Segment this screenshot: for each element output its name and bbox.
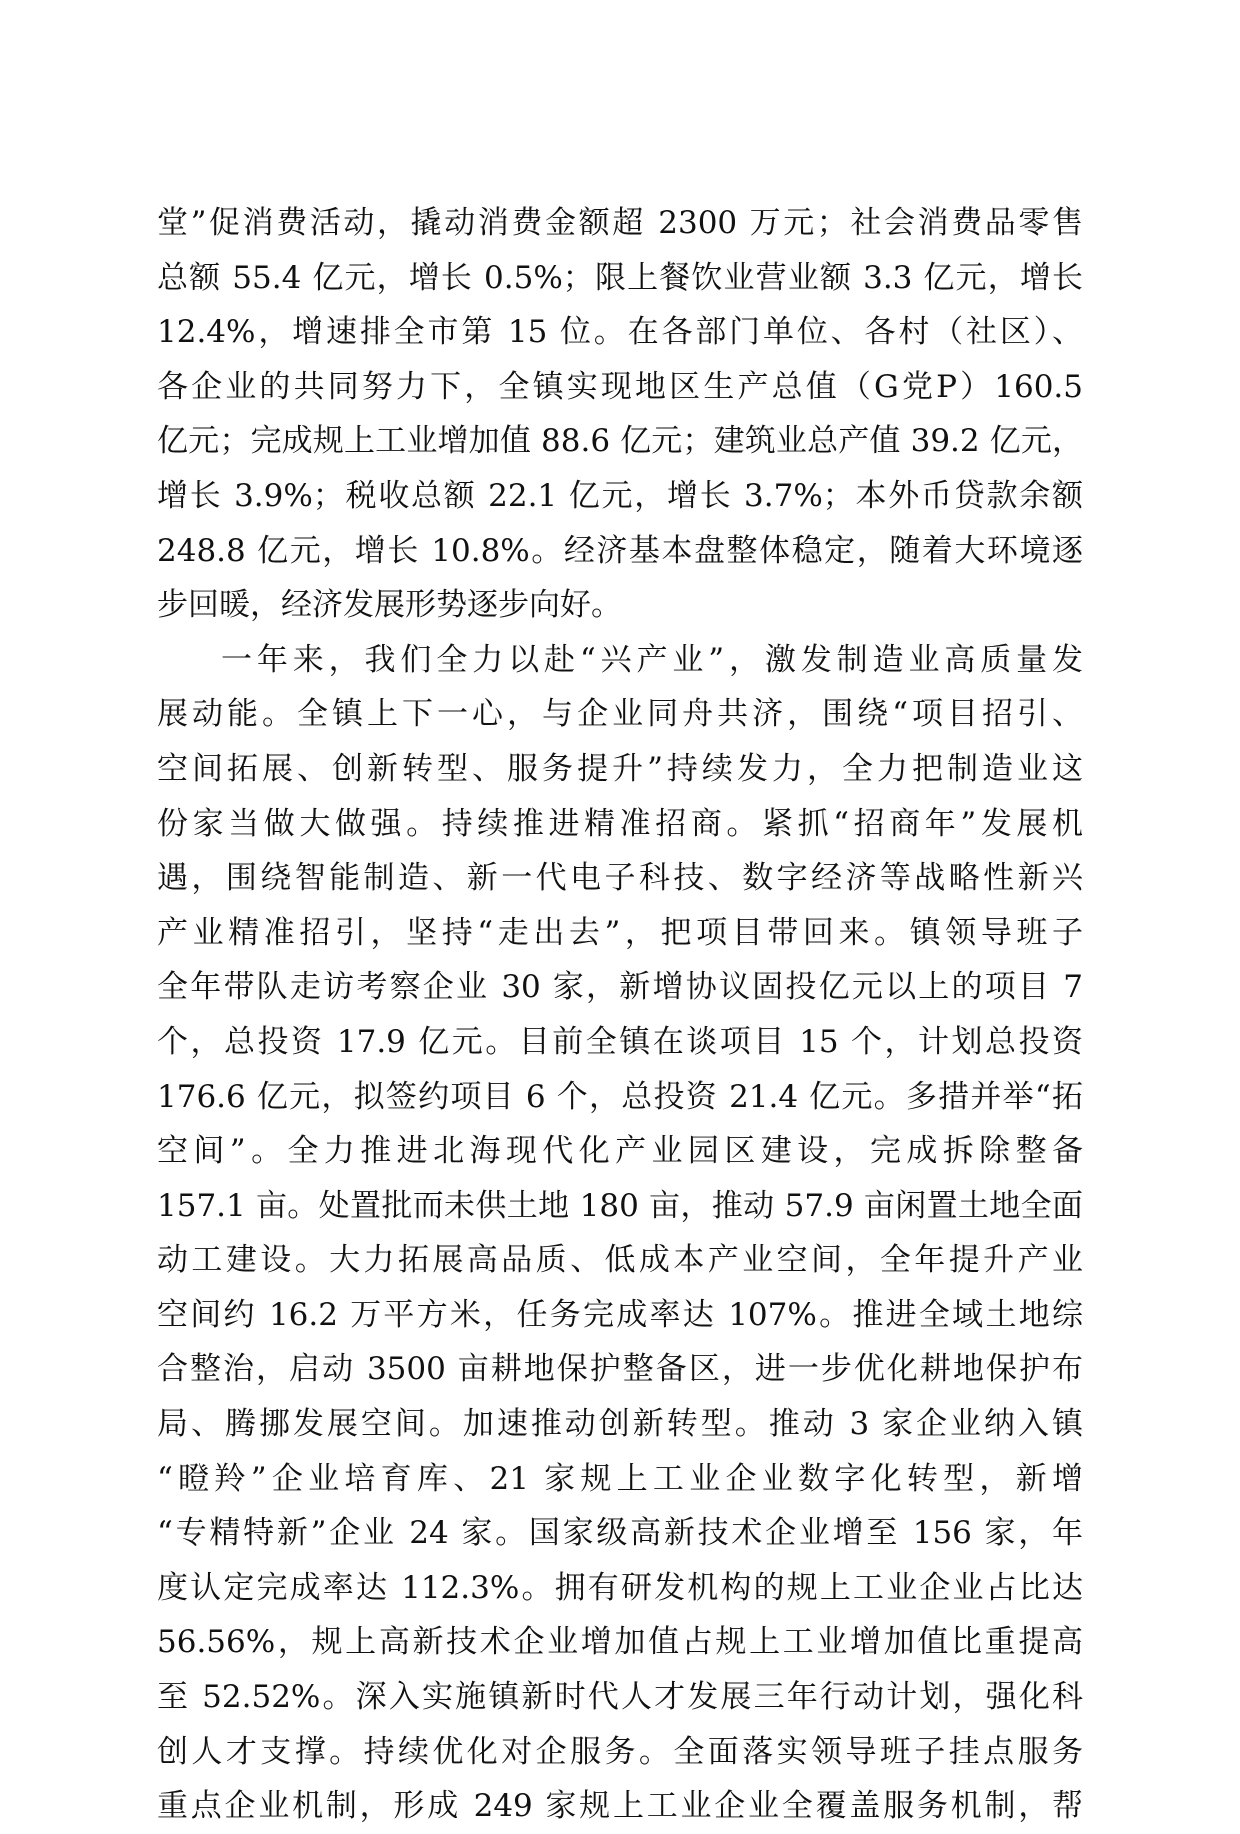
text-line: 堂”促消费活动，撬动消费金额超 2300 万元；社会消费品零售 bbox=[157, 205, 1083, 241]
body-text bbox=[157, 196, 1083, 1834]
text-line: 12.4%，增速排全市第 15 位。在各部门单位、各村（社区）、 bbox=[157, 314, 1083, 351]
text-line: 度认定完成率达 112.3%。拥有研发机构的规上工业企业占比达 bbox=[157, 1569, 1083, 1606]
text-line: 创人才支撑。持续优化对企服务。全面落实领导班子挂点服务 bbox=[157, 1733, 1083, 1770]
text-line: 248.8 亿元，增长 10.8%。经济基本盘整体稳定，随着大环境逐 bbox=[157, 532, 1083, 569]
text-line: 增长 3.9%；税收总额 22.1 亿元，增长 3.7%；本外币贷款余额 bbox=[157, 477, 1083, 514]
text-line: 176.6 亿元，拟签约项目 6 个，总投资 21.4 亿元。多措并举“拓 bbox=[157, 1078, 1083, 1115]
text-line: 步回暖，经济发展形势逐步向好。 bbox=[157, 587, 622, 624]
text-line: 产业精准招引，坚持“走出去”，把项目带回来。镇领导班子 bbox=[157, 914, 1083, 951]
text-line: 展动能。全镇上下一心，与企业同舟共济，围绕“项目招引、 bbox=[157, 696, 1083, 733]
text-line: “专精特新”企业 24 家。国家级高新技术企业增至 156 家，年 bbox=[157, 1515, 1083, 1552]
text-line: “瞪羚”企业培育库、21 家规上工业企业数字化转型，新增 bbox=[157, 1460, 1083, 1497]
text-line: 合整治，启动 3500 亩耕地保护整备区，进一步优化耕地保护布 bbox=[157, 1351, 1083, 1388]
text-line: 份家当做大做强。持续推进精准招商。紧抓“招商年”发展机 bbox=[157, 805, 1083, 842]
text-line: 总额 55.4 亿元，增长 0.5%；限上餐饮业营业额 3.3 亿元，增长 bbox=[157, 259, 1083, 296]
text-line: 至 52.52%。深入实施镇新时代人才发展三年行动计划，强化科 bbox=[157, 1679, 1083, 1716]
text-line: 一年来，我们全力以赴“兴产业”，激发制造业高质量发 bbox=[221, 641, 1083, 678]
text-line: 全年带队走访考察企业 30 家，新增协议固投亿元以上的项目 7 bbox=[157, 969, 1083, 1006]
text-line: 空间约 16.2 万平方米，任务完成率达 107%。推进全域土地综 bbox=[157, 1296, 1083, 1333]
text-line: 空间拓展、创新转型、服务提升”持续发力，全力把制造业这 bbox=[157, 750, 1083, 787]
text-line: 遇，围绕智能制造、新一代电子科技、数字经济等战略性新兴 bbox=[157, 860, 1083, 897]
text-line: 动工建设。大力拓展高品质、低成本产业空间，全年提升产业 bbox=[157, 1242, 1083, 1279]
text-line: 个，总投资 17.9 亿元。目前全镇在谈项目 15 个，计划总投资 bbox=[157, 1023, 1083, 1060]
text-line: 157.1 亩。处置批而未供土地 180 亩，推动 57.9 亩闲置土地全面 bbox=[157, 1187, 1083, 1224]
text-line: 重点企业机制，形成 249 家规上工业企业全覆盖服务机制，帮 bbox=[157, 1788, 1083, 1825]
text-line: 局、腾挪发展空间。加速推动创新转型。推动 3 家企业纳入镇 bbox=[157, 1406, 1083, 1443]
text-line: 亿元；完成规上工业增加值 88.6 亿元；建筑业总产值 39.2 亿元， bbox=[157, 423, 1083, 460]
text-line: 空间”。全力推进北海现代化产业园区建设，完成拆除整备 bbox=[157, 1133, 1083, 1170]
text-line: 各企业的共同努力下，全镇实现地区生产总值（G党P）160.5 bbox=[157, 368, 1083, 405]
text-line: 56.56%，规上高新技术企业增加值占规上工业增加值比重提高 bbox=[157, 1624, 1083, 1661]
